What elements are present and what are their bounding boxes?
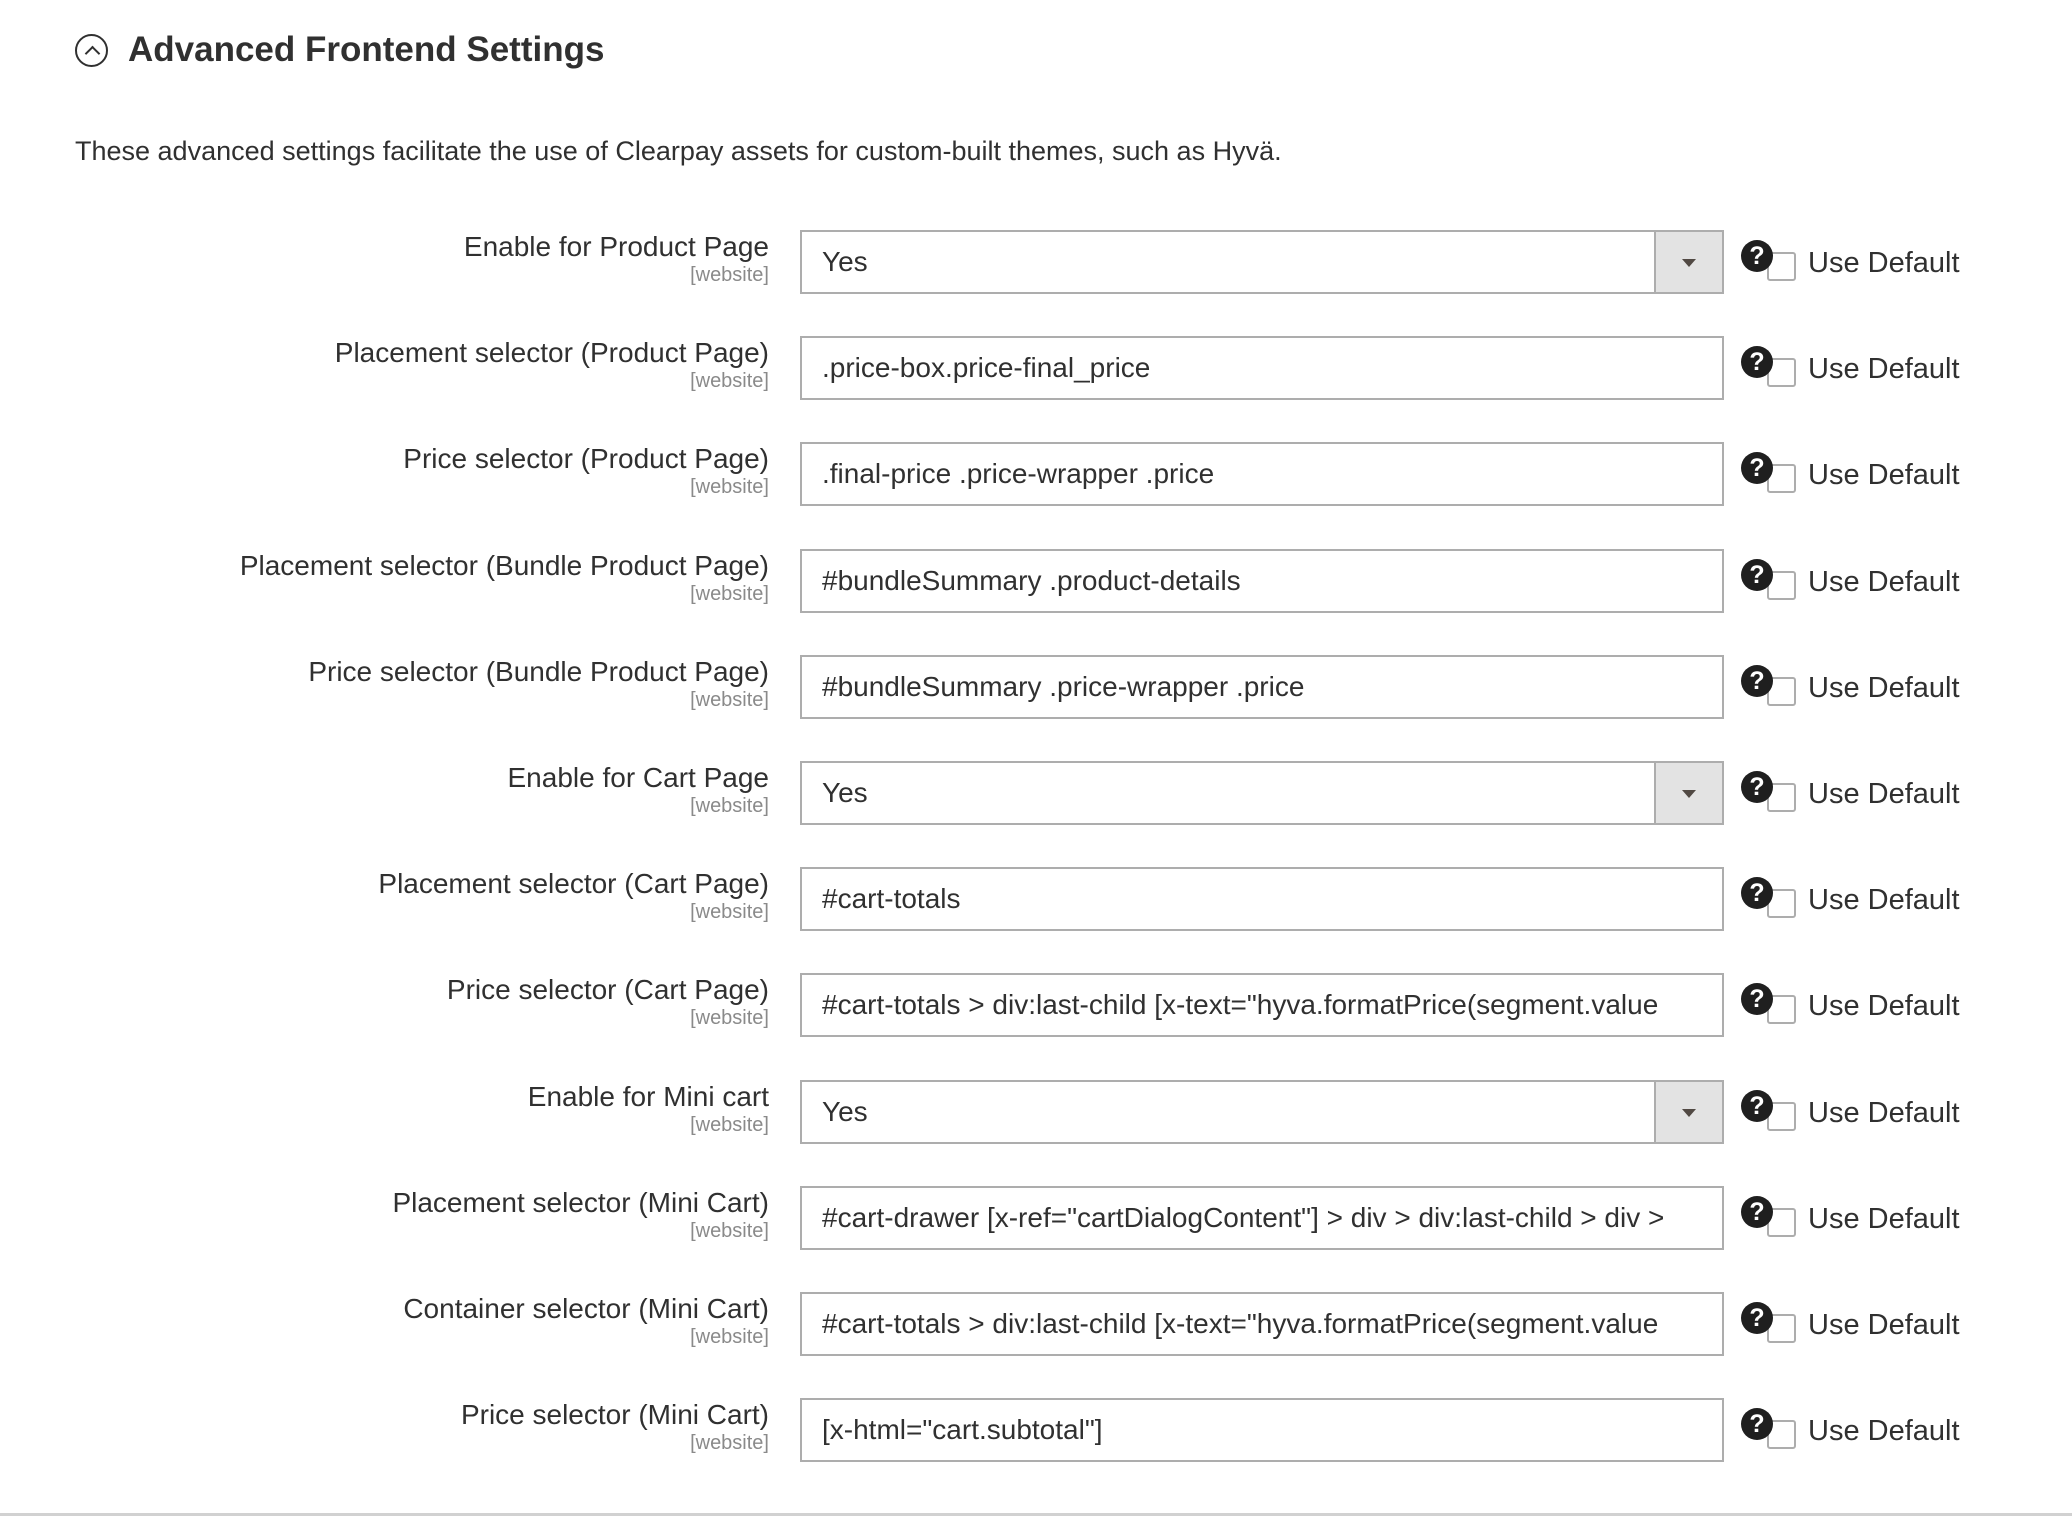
- input-value: .price-box.price-final_price: [822, 352, 1151, 384]
- setting-label-group: [464, 230, 769, 286]
- help-icon[interactable]: ?: [1741, 771, 1773, 803]
- use-default-label[interactable]: Use Default: [1808, 990, 1960, 1023]
- scope-label: [website]: [690, 688, 769, 711]
- setting-row: [0, 1186, 2072, 1250]
- setting-row: [0, 973, 2072, 1037]
- setting-row: [0, 1398, 2072, 1462]
- help-icon[interactable]: ?: [1741, 452, 1773, 484]
- help-icon[interactable]: ?: [1741, 559, 1773, 591]
- setting-select[interactable]: [800, 761, 1724, 825]
- help-icon[interactable]: ?: [1741, 983, 1773, 1015]
- input-value: #bundleSummary .product-details: [822, 564, 1241, 596]
- setting-input[interactable]: [800, 442, 1724, 506]
- select-value: Yes: [822, 246, 868, 277]
- setting-label: Price selector (Bundle Product Page): [308, 655, 769, 687]
- setting-input[interactable]: [800, 655, 1724, 719]
- input-value: #cart-totals > div:last-child [x-text="hyva.formatPrice(segment.value: [822, 1308, 1659, 1339]
- scope-label: [website]: [690, 1219, 769, 1242]
- setting-input[interactable]: [800, 549, 1724, 613]
- input-value: #cart-totals > div:last-child [x-text="hyva.formatPrice(segment.value: [822, 989, 1659, 1021]
- dropdown-arrow-icon[interactable]: [1654, 1082, 1722, 1142]
- dropdown-arrow-icon[interactable]: [1654, 763, 1722, 823]
- input-value: .final-price .price-wrapper .price: [822, 458, 1215, 490]
- setting-row: [0, 655, 2072, 719]
- use-default-label[interactable]: Use Default: [1808, 459, 1960, 492]
- use-default-label[interactable]: Use Default: [1808, 1096, 1960, 1129]
- setting-label-group: [447, 973, 769, 1029]
- section-divider: [0, 1513, 2072, 1516]
- use-default-label[interactable]: Use Default: [1808, 565, 1960, 598]
- use-default-label[interactable]: Use Default: [1808, 884, 1960, 917]
- scope-label: [website]: [690, 1432, 769, 1455]
- setting-label: Price selector (Mini Cart): [460, 1399, 769, 1431]
- help-icon[interactable]: ?: [1741, 1090, 1773, 1122]
- help-icon[interactable]: ?: [1741, 665, 1773, 697]
- help-icon[interactable]: ?: [1741, 1196, 1773, 1228]
- setting-input[interactable]: [800, 1292, 1724, 1356]
- setting-label-group: [308, 655, 769, 711]
- setting-label-group: [528, 1080, 769, 1136]
- use-default-label[interactable]: Use Default: [1808, 1202, 1960, 1235]
- setting-input[interactable]: [800, 1398, 1724, 1462]
- setting-label-group: [335, 336, 769, 392]
- setting-row: [0, 442, 2072, 506]
- setting-label: Enable for Mini cart: [527, 1080, 769, 1112]
- setting-row: [0, 1080, 2072, 1144]
- scope-label: [website]: [690, 795, 769, 817]
- setting-row: [0, 1292, 2072, 1356]
- help-icon[interactable]: ?: [1741, 240, 1773, 272]
- setting-label: Placement selector (Cart Page): [378, 868, 769, 900]
- use-default-label[interactable]: Use Default: [1808, 1415, 1960, 1448]
- setting-row: [0, 867, 2072, 931]
- setting-input[interactable]: [800, 867, 1724, 931]
- setting-label-group: [240, 549, 769, 605]
- input-value: [x-html="cart.subtotal"]: [822, 1414, 1103, 1446]
- section-title: Advanced Frontend Settings: [128, 30, 605, 69]
- chevron-up-circle-icon[interactable]: [75, 34, 108, 67]
- setting-select[interactable]: [800, 230, 1724, 294]
- setting-input[interactable]: [800, 1186, 1724, 1250]
- setting-label: Placement selector (Mini Cart): [392, 1186, 769, 1218]
- section-toggle[interactable]: [75, 30, 604, 70]
- help-icon[interactable]: ?: [1741, 877, 1773, 909]
- use-default-label[interactable]: Use Default: [1808, 778, 1960, 810]
- setting-input[interactable]: [800, 336, 1724, 400]
- scope-label: [website]: [690, 582, 769, 605]
- setting-label: Price selector (Cart Page): [446, 974, 769, 1006]
- setting-input[interactable]: [800, 973, 1724, 1037]
- setting-label: Enable for Product Page: [463, 231, 769, 262]
- scope-label: [website]: [690, 264, 769, 286]
- input-value: #cart-drawer [x-ref="cartDialogContent"] > div > div:last-child > div >: [822, 1201, 1665, 1233]
- setting-select[interactable]: [800, 1080, 1724, 1144]
- help-icon[interactable]: ?: [1741, 1408, 1773, 1440]
- use-default-label[interactable]: Use Default: [1808, 247, 1960, 279]
- input-value: #cart-totals: [822, 883, 961, 915]
- dropdown-arrow-icon[interactable]: [1654, 232, 1722, 292]
- setting-label: Placement selector (Product Page): [334, 337, 769, 369]
- setting-label-group: [378, 867, 769, 923]
- setting-label: Placement selector (Bundle Product Page): [239, 549, 769, 581]
- select-value: Yes: [822, 777, 868, 808]
- scope-label: [website]: [690, 476, 769, 499]
- setting-label-group: [403, 442, 769, 498]
- setting-label-group: [403, 1292, 769, 1348]
- setting-row: [0, 761, 2072, 825]
- use-default-label[interactable]: Use Default: [1808, 1309, 1960, 1341]
- input-value: #bundleSummary .price-wrapper .price: [822, 670, 1305, 702]
- setting-label-group: [392, 1186, 769, 1242]
- section-description: These advanced settings facilitate the use of Clearpay assets for custom-built themes, such as Hyvä.: [75, 136, 1282, 166]
- help-icon[interactable]: ?: [1741, 346, 1773, 378]
- scope-label: [website]: [690, 370, 769, 393]
- setting-label-group: [508, 761, 770, 817]
- scope-label: [website]: [690, 1007, 769, 1030]
- select-value: Yes: [822, 1095, 868, 1127]
- help-icon[interactable]: ?: [1741, 1302, 1773, 1334]
- setting-row: [0, 549, 2072, 613]
- scope-label: [website]: [690, 901, 769, 924]
- use-default-label[interactable]: Use Default: [1808, 671, 1960, 704]
- use-default-label[interactable]: Use Default: [1808, 353, 1960, 386]
- setting-label: Enable for Cart Page: [507, 762, 769, 793]
- scope-label: [website]: [690, 1113, 769, 1136]
- setting-row: [0, 230, 2072, 294]
- setting-row: [0, 336, 2072, 400]
- scope-label: [website]: [690, 1326, 769, 1348]
- setting-label-group: [461, 1398, 769, 1454]
- setting-label: Container selector (Mini Cart): [403, 1293, 769, 1324]
- setting-label: Price selector (Product Page): [403, 443, 769, 475]
